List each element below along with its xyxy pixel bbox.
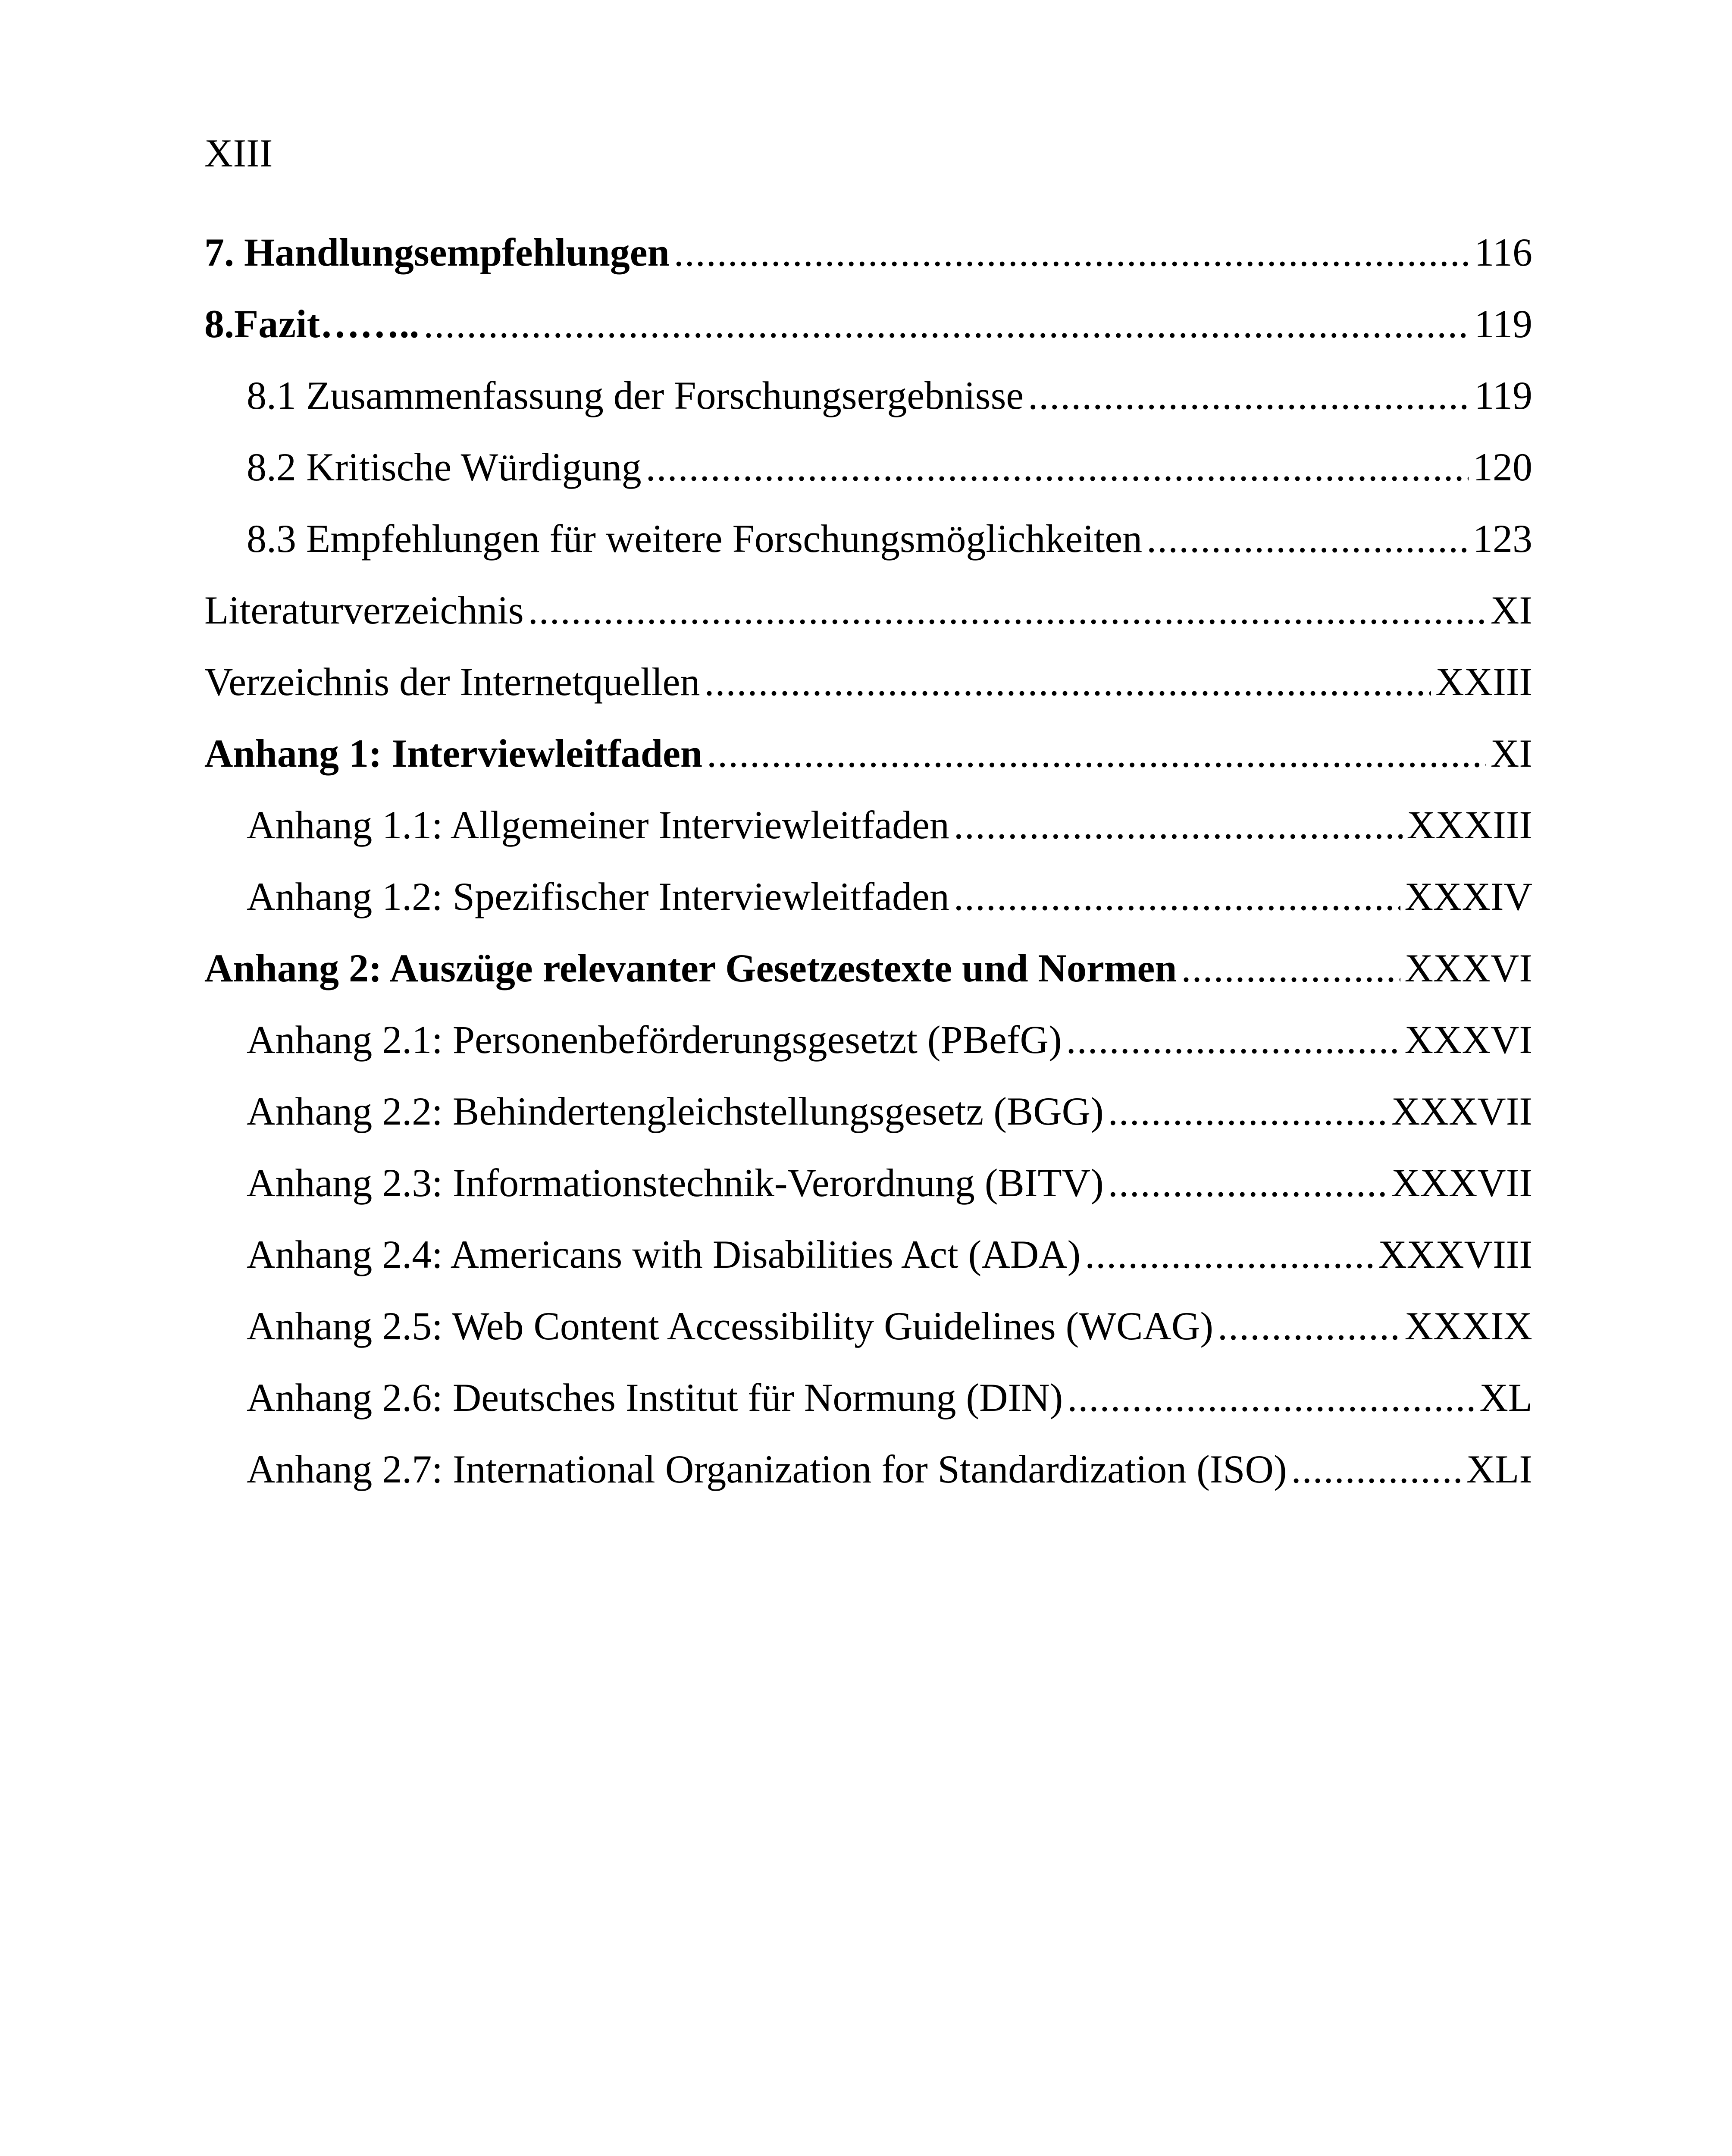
toc-entry[interactable] bbox=[204, 300, 1532, 372]
toc-entry-page: XXXVII bbox=[1391, 1161, 1532, 1205]
toc-entry[interactable] bbox=[204, 229, 1532, 300]
toc-entry-title: 8.Fazit…….. bbox=[204, 302, 420, 346]
toc-dot-leader bbox=[1181, 944, 1400, 992]
toc-dot-leader bbox=[704, 658, 1431, 705]
toc-entry[interactable] bbox=[204, 944, 1532, 1016]
toc-entry-title: Verzeichnis der Internetquellen bbox=[204, 660, 700, 704]
toc-dot-leader bbox=[1067, 1374, 1475, 1421]
toc-dot-leader bbox=[1146, 515, 1469, 562]
toc-entry-title: 8.2 Kritische Würdigung bbox=[247, 445, 642, 489]
toc-entry-title: 8.1 Zusammenfassung der Forschungsergebnisse bbox=[247, 373, 1024, 417]
toc-entry-page: 119 bbox=[1474, 373, 1532, 417]
toc-entry[interactable] bbox=[204, 801, 1532, 873]
toc-dot-leader bbox=[707, 730, 1486, 777]
toc-entry[interactable] bbox=[204, 586, 1532, 658]
toc-entry[interactable] bbox=[204, 1159, 1532, 1231]
page-number: XIII bbox=[204, 131, 273, 175]
toc-dot-leader bbox=[674, 229, 1470, 276]
toc-dot-leader bbox=[1291, 1445, 1462, 1493]
toc-entry[interactable] bbox=[204, 1302, 1532, 1374]
toc-dot-leader bbox=[1218, 1302, 1400, 1350]
toc-entry-title: 8.3 Empfehlungen für weitere Forschungsmöglichkeiten bbox=[247, 517, 1143, 561]
toc-entry-title: Anhang 2.5: Web Content Accessibility Guidelines (WCAG) bbox=[247, 1304, 1214, 1348]
toc-entry-title: Anhang 2.1: Personenbeförderungsgesetzt (PBefG) bbox=[247, 1018, 1062, 1062]
toc-entry-page: XXXIX bbox=[1404, 1304, 1532, 1348]
toc-entry[interactable] bbox=[204, 443, 1532, 515]
toc-entry-page: XI bbox=[1490, 588, 1532, 632]
toc-entry[interactable] bbox=[204, 1231, 1532, 1302]
toc-entry-title: Anhang 2.2: Behindertengleichstellungsgesetz (BGG) bbox=[247, 1089, 1104, 1133]
toc-entry-title: Anhang 2.4: Americans with Disabilities Act (ADA) bbox=[247, 1232, 1081, 1276]
toc-entry-page: XXXVII bbox=[1391, 1089, 1532, 1133]
toc-entry-title: Anhang 2.7: International Organization for Standardization (ISO) bbox=[247, 1447, 1287, 1491]
toc-dot-leader bbox=[528, 586, 1486, 634]
toc-entry-page: XXXVI bbox=[1404, 1018, 1532, 1062]
toc-entry[interactable] bbox=[204, 1445, 1532, 1517]
toc-entry-title: 7. Handlungsempfehlungen bbox=[204, 230, 670, 274]
toc-entry[interactable] bbox=[204, 730, 1532, 801]
toc-entry[interactable] bbox=[204, 372, 1532, 443]
toc-entry-title: Anhang 1.2: Spezifischer Interviewleitfaden bbox=[247, 874, 949, 918]
toc-entry-page: XXXVI bbox=[1404, 946, 1532, 990]
toc-entry-title: Anhang 2: Auszüge relevanter Gesetzestexte und Normen bbox=[204, 946, 1177, 990]
toc-entry-page: XXIII bbox=[1435, 660, 1532, 704]
toc-entry-page: 123 bbox=[1473, 517, 1532, 561]
toc-entry-page: 119 bbox=[1474, 302, 1532, 346]
toc-entry[interactable] bbox=[204, 1016, 1532, 1087]
toc-entry-page: XXXVIII bbox=[1378, 1232, 1532, 1276]
toc-dot-leader bbox=[1085, 1231, 1374, 1278]
toc-dot-leader bbox=[1108, 1087, 1387, 1135]
toc-dot-leader bbox=[954, 873, 1400, 920]
toc-entry-page: XL bbox=[1479, 1376, 1532, 1420]
toc-entry-page: XXXIII bbox=[1406, 803, 1532, 847]
toc-entry[interactable] bbox=[204, 1087, 1532, 1159]
toc-entry[interactable] bbox=[204, 658, 1532, 730]
toc-entry-title: Anhang 1.1: Allgemeiner Interviewleitfaden bbox=[247, 803, 949, 847]
toc-entry[interactable] bbox=[204, 873, 1532, 944]
toc-entry-page: XLI bbox=[1466, 1447, 1532, 1491]
table-of-contents bbox=[204, 229, 1532, 1517]
toc-dot-leader bbox=[423, 300, 1470, 348]
toc-entry-page: 116 bbox=[1474, 230, 1532, 274]
toc-entry-title: Anhang 2.3: Informationstechnik-Verordnung (BITV) bbox=[247, 1161, 1104, 1205]
toc-entry-title: Literaturverzeichnis bbox=[204, 588, 524, 632]
toc-entry-page: 120 bbox=[1473, 445, 1532, 489]
toc-entry-title: Anhang 1: Interviewleitfaden bbox=[204, 731, 703, 775]
toc-dot-leader bbox=[646, 443, 1469, 491]
toc-entry[interactable] bbox=[204, 515, 1532, 586]
toc-entry[interactable] bbox=[204, 1374, 1532, 1445]
toc-dot-leader bbox=[1028, 372, 1470, 419]
toc-entry-title: Anhang 2.6: Deutsches Institut für Normung (DIN) bbox=[247, 1376, 1063, 1420]
toc-dot-leader bbox=[1108, 1159, 1387, 1206]
toc-dot-leader bbox=[1066, 1016, 1400, 1063]
toc-dot-leader bbox=[954, 801, 1403, 849]
toc-entry-page: XXXIV bbox=[1404, 874, 1532, 918]
toc-entry-page: XI bbox=[1490, 731, 1532, 775]
